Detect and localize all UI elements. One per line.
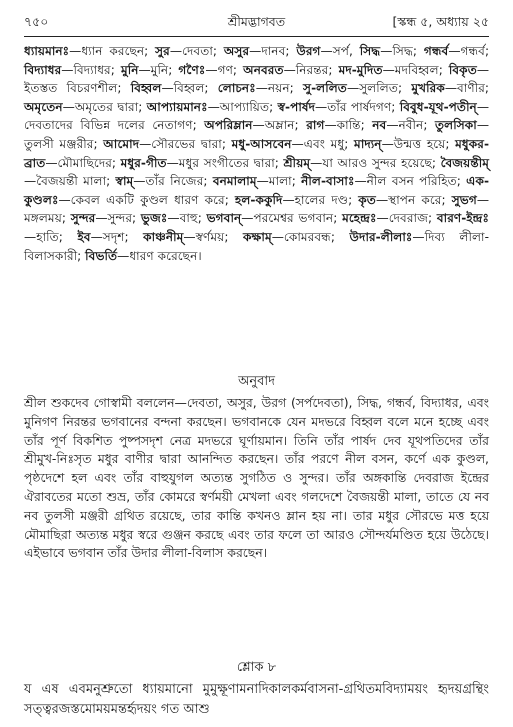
synonym-meaning: ইতস্তত বিচরণশীল; — [24, 81, 122, 96]
synonym-word: অসুর — [223, 44, 250, 58]
synonym-entry: নব—নবীন; — [372, 118, 428, 133]
synonym-entry: বিহ্বল—বিহ্বল; — [130, 81, 209, 96]
synonym-meaning: দানব; — [261, 44, 290, 58]
synonym-meaning: মুনি; — [150, 62, 173, 77]
synonym-word: বিভর্তি — [85, 248, 118, 263]
synonym-entry: অমৃতেন—অমৃতের দ্বারা; — [24, 99, 143, 114]
synonym-entry: অসুর—দানব; — [223, 44, 290, 58]
synonym-entry: স্ব-পার্ষদ—তাঁর পার্ষদগণ; — [277, 99, 396, 114]
synonym-word: আমোদ — [103, 136, 140, 151]
synonym-meaning: তাঁর পার্ষদগণ; — [327, 99, 396, 114]
synonym-entry: লোচনঃ—নয়ন; — [217, 81, 294, 96]
synonym-meaning: সদৃশ; — [102, 229, 129, 244]
synonym-meaning: দেবতা; — [182, 44, 217, 58]
synonym-meaning: নীল বসন পরিহিত; — [366, 174, 461, 189]
synonym-word: নব — [372, 118, 387, 133]
synonym-meaning: উন্মত্ত হয়ে; — [393, 136, 450, 151]
verse-heading: শ্লোক ৮ — [236, 660, 277, 675]
synonym-entry: মদ-মুদিত—মদবিহ্বল; — [338, 62, 443, 77]
synonym-meaning: মঙ্গলময়; — [24, 211, 66, 226]
synonym-entry: কক্ষাম্—কোমরবন্ধ; — [243, 229, 335, 244]
chapter-reference: [স্কন্ধ ৫, অধ্যায় ২৫ — [392, 14, 489, 29]
synonym-word: সুন্দর — [70, 211, 96, 226]
header-rule — [24, 36, 489, 37]
synonym-entry: মহেন্দ্রঃ—দেবরাজ; — [342, 211, 433, 226]
translation-heading: অনুবাদ — [238, 374, 275, 389]
synonym-entry: উরগ—সর্প, — [296, 44, 353, 58]
synonym-entry: বৈজয়ন্তীম্—বৈজয়ন্তী মালা; — [24, 155, 490, 189]
synonym-meaning: আপ্যায়িত; — [219, 99, 274, 114]
synonym-meaning: বাহু; — [179, 211, 202, 226]
synonym-entry: কৃত—স্থাপন করে; — [358, 192, 446, 207]
synonym-meaning: দিব্য লীলা-বিলাসকারী; — [24, 229, 489, 263]
synonym-meaning: মৌমাছিদের; — [57, 155, 117, 170]
synonym-meaning: সিদ্ধ; — [392, 44, 418, 58]
synonym-meaning: স্থাপন করে; — [388, 192, 446, 207]
synonym-word: ভগবান্ — [206, 211, 242, 226]
synonym-entry: কাঞ্চনীম্—স্বর্ণময়; — [143, 229, 229, 244]
synonym-entry: মুনি—মুনি; — [120, 62, 173, 77]
synonym-meaning: দেবরাজ; — [388, 211, 433, 226]
running-title: শ্রীমদ্ভাগবত — [227, 14, 286, 29]
synonym-entry: বিদ্যাধর—বিদ্যাধর; — [24, 62, 115, 77]
synonym-entry: বিবুধ-যূথ-পতীন্—দেবতাদের বিভিন্ন দলের নেতাগণ; — [24, 99, 490, 133]
synonym-meaning: বিদ্যাধর; — [73, 62, 115, 77]
synonym-entry: শ্রীয়ম্—যা আরও সুন্দর হয়েছে; — [283, 155, 436, 170]
synonym-entry: মাদ্যন্—উন্মত্ত হয়ে; — [354, 136, 450, 151]
synonym-entry: গণৈঃ—গণ; — [178, 62, 238, 77]
synonym-entry: স্বাম্—তাঁর নিজের; — [115, 174, 208, 189]
synonym-meaning: হাতি; — [36, 229, 63, 244]
synonym-entry: মুখরিক—বাণীর; — [411, 81, 490, 96]
synonym-meaning: বাণীর; — [457, 81, 490, 96]
synonym-entry: বিভর্তি—ধারণ করেছেন। — [85, 248, 202, 263]
synonym-meaning: মধুর সংগীতের দ্বারা; — [178, 155, 279, 170]
synonym-meaning: স্বর্ণময়; — [195, 229, 229, 244]
synonym-word: কক্ষাম্ — [243, 229, 272, 244]
synonym-entry: আপ্যায়মানঃ—আপ্যায়িত; — [146, 99, 274, 114]
synonym-entry: উদার-লীলাঃ—দিব্য লীলা-বিলাসকারী; — [24, 229, 489, 263]
synonym-entry: বারণ-ইন্দ্রঃ—হাতি; — [24, 211, 490, 244]
synonym-word: মধুর-গীত — [120, 155, 167, 170]
synonym-word: মধু-আসবেন — [231, 136, 292, 151]
synonym-word: বিবুধ-যূথ-পতীন্ — [399, 99, 477, 114]
synonym-word: সুর — [155, 44, 170, 58]
synonym-word: হল-ককুদি — [234, 192, 283, 207]
synonym-meaning: নিরন্তর; — [295, 62, 333, 77]
synonym-word: গন্ধর্ব — [423, 44, 449, 58]
synonym-meaning: তাঁর নিজের; — [145, 174, 208, 189]
synonym-word: মুখরিক — [411, 81, 445, 96]
synonym-entry: নীল-বাসাঃ—নীল বসন পরিহিত; — [301, 174, 461, 189]
synonym-word: স্বাম্ — [115, 174, 134, 189]
synonym-meaning: নবীন; — [398, 118, 428, 133]
synonym-word: কৃত — [358, 192, 376, 207]
synonym-word: এক-কুণ্ডলঃ — [24, 174, 490, 207]
synonym-word: অমৃতেন — [24, 99, 63, 114]
synonym-entry: বিকৃত—ইতস্তত বিচরণশীল; — [24, 62, 490, 96]
synonym-word: উদার-লীলাঃ — [349, 229, 413, 244]
synonym-word: বিহ্বল — [130, 81, 162, 96]
synonym-word: শ্রীয়ম্ — [283, 155, 311, 170]
verse-text: য এষ এবমনুশ্রুতো ধ্যায়মানো মুমুক্ষূণামনাদিকালকর্মবাসনা-গ্রথিতমবিদ্যাময়ং হৃদয়গ্রন্থিং সত্ত্বরজস্তমোময়মন্তর্হৃদয়ং গত আশু — [24, 682, 489, 717]
synonym-word: স্ব-পার্ষদ — [277, 99, 316, 114]
synonym-word: মুনি — [120, 62, 139, 77]
synonym-entry: মধুর-গীত—মধুর সংগীতের দ্বারা; — [120, 155, 279, 170]
synonym-entry: সুভগ—মঙ্গলময়; — [24, 192, 490, 226]
synonym-entry: মধুকর-ব্রাত—মৌমাছিদের; — [24, 136, 489, 170]
synonym-word: ইব — [77, 229, 91, 244]
synonym-word: ধ্যায়মানঃ — [24, 44, 70, 58]
synonym-word: লোচনঃ — [217, 81, 256, 96]
synonym-meaning: গণ; — [217, 62, 238, 77]
synonym-entry: গন্ধর্ব—গন্ধর্ব; — [423, 44, 490, 58]
synonym-meaning: অমৃতের দ্বারা; — [74, 99, 143, 114]
synonym-word: মদ-মুদিত — [338, 62, 383, 77]
synonym-entry: আমোদ—সৌরভের দ্বারা; — [103, 136, 226, 151]
synonym-entry: সু-ললিত—সুললিত; — [303, 81, 403, 96]
synonym-meaning: কোমরবন্ধ; — [283, 229, 335, 244]
synonym-meaning: সৌরভের দ্বারা; — [151, 136, 226, 151]
synonym-meaning: হালের দণ্ড; — [294, 192, 353, 207]
synonym-word: গণৈঃ — [178, 62, 206, 77]
synonym-word: উরগ — [296, 44, 321, 58]
synonym-meaning: সুললিত; — [359, 81, 403, 96]
synonym-entry: তুলসিকা—তুলসী মঞ্জরীর; — [24, 118, 490, 151]
synonym-meaning: কান্তি; — [336, 118, 365, 133]
synonym-word: তুলসিকা — [435, 118, 477, 133]
synonym-meaning: অম্লান; — [264, 118, 299, 133]
synonym-entry: সিদ্ধ—সিদ্ধ; — [359, 44, 418, 58]
synonym-meaning: এবং মধু; — [303, 136, 349, 151]
synonym-meaning: দেবতাদের বিভিন্ন দলের নেতাগণ; — [24, 118, 197, 133]
synonym-entry: সুর—দেবতা; — [155, 44, 217, 58]
synonym-meaning: পরমেশ্বর ভগবান; — [253, 211, 338, 226]
synonym-word: অনবরত — [243, 62, 284, 77]
synonym-word: সিদ্ধ — [359, 44, 381, 58]
synonym-meaning: নয়ন; — [267, 81, 294, 96]
synonym-entry: ভুজঃ—বাহু; — [140, 211, 202, 226]
synonym-meaning: বিহ্বল; — [173, 81, 209, 96]
word-for-word-synonyms — [24, 42, 489, 265]
synonym-meaning: মালা; — [268, 174, 296, 189]
synonym-meaning: গন্ধর্ব; — [460, 44, 490, 58]
synonym-word: নীল-বাসাঃ — [301, 174, 355, 189]
synonym-meaning: বৈজয়ন্তী মালা; — [36, 174, 111, 189]
synonym-word: সু-ললিত — [303, 81, 347, 96]
page-number: ৭৫০ — [24, 14, 49, 29]
synonym-word: মাদ্যন্ — [354, 136, 382, 151]
synonym-word: বারণ-ইন্দ্রঃ — [436, 211, 490, 226]
synonym-meaning: সর্প, — [332, 44, 353, 58]
synonym-meaning: মদবিহ্বল; — [394, 62, 443, 77]
synonym-entry: মধু-আসবেন—এবং মধু; — [231, 136, 349, 151]
synonym-word: বিদ্যাধর — [24, 62, 62, 77]
synonym-meaning: কেবল একটি কুণ্ডল ধারণ করে; — [70, 192, 229, 207]
synonym-word: বনমালাম্ — [212, 174, 257, 189]
synonym-entry: সুন্দর—সুন্দর; — [70, 211, 137, 226]
page-header — [24, 14, 489, 34]
synonym-meaning: সুন্দর; — [107, 211, 137, 226]
translation-paragraph: শ্রীল শুকদেব গোস্বামী বললেন—দেবতা, অসুর, উরগ (সর্পদেবতা), সিদ্ধ, গন্ধর্ব, বিদ্যাধর, এবং মুনিগণ নিরন্তর ভগবানের বন্দনা করছেন। ভগবানকে যেন মদভরে বিহ্বল বলে মনে হচ্ছে এবং তাঁর পূর্ণ বিকশিত পুষ্পসদৃশ নেত্র মদভরে ঘূর্ণায়মান। তিনি তাঁর পার্ষদ দেব যূথপতিদের তাঁর শ্রীমুখ-নিঃসৃত মধুর বাণীর দ্বারা আনন্দিত করছেন। তাঁর পরণে নীল বসন, কর্ণে এক কুণ্ডল, পৃষ্ঠদেশে হল এবং তাঁর বাহুযুগল অত্যন্ত সুগঠিত ও সুন্দর। তাঁর অঙ্গকান্তি দেবরাজ ইন্দ্রের ঐরাবতের মতো শুভ্র, তাঁর কোমরে স্বর্ণময়ী মেখলা এবং গলদেশে বৈজয়ন্তী মালা, তাতে যে নব নব তুলসী মঞ্জরী গ্রথিত রয়েছে, তার কান্তি কখনও ম্লান হয় না। তার মধুর সৌরভে মত্ত হয়ে মৌমাছিরা অত্যন্ত মধুর স্বরে গুঞ্জন করছে এবং তার ফলে তা আরও সৌন্দর্যমণ্ডিত হয়ে উঠেছে। এইভাবে ভগবান তাঁর উদার লীলা-বিলাস করছেন। — [24, 395, 489, 561]
synonym-entry: বনমালাম্—মালা; — [212, 174, 296, 189]
synonym-word: অপরিম্লান — [204, 118, 253, 133]
synonym-word: বিকৃত — [448, 62, 477, 77]
synonym-word: মহেন্দ্রঃ — [342, 211, 377, 226]
synonym-entry: ভগবান্—পরমেশ্বর ভগবান; — [206, 211, 338, 226]
synonym-entry: এক-কুণ্ডলঃ—কেবল একটি কুণ্ডল ধারণ করে; — [24, 174, 490, 207]
synonym-entry: ধ্যায়মানঃ—ধ্যান করছেন; — [24, 44, 149, 58]
synonym-meaning: তুলসী মঞ্জরীর; — [24, 136, 98, 151]
synonym-entry: রাগ—কান্তি; — [306, 118, 365, 133]
synonym-word: সুভগ — [451, 192, 477, 207]
synonym-word: আপ্যায়মানঃ — [146, 99, 208, 114]
synonym-entry: অনবরত—নিরন্তর; — [243, 62, 333, 77]
synonym-word: বৈজয়ন্তীম্ — [440, 155, 490, 170]
synonym-entry: ইব—সদৃশ; — [77, 229, 129, 244]
synonym-meaning: ধ্যান করছেন; — [81, 44, 149, 58]
synonym-entry: হল-ককুদি—হালের দণ্ড; — [234, 192, 353, 207]
synonym-entry: অপরিম্লান—অম্লান; — [204, 118, 299, 133]
synonym-meaning: ধারণ করেছেন। — [129, 248, 202, 263]
synonym-meaning: যা আরও সুন্দর হয়েছে; — [322, 155, 436, 170]
synonym-word: কাঞ্চনীম্ — [143, 229, 184, 244]
synonym-word: ভুজঃ — [140, 211, 168, 226]
synonym-word: রাগ — [306, 118, 325, 133]
synonym-word: মধুকর-ব্রাত — [24, 136, 489, 170]
